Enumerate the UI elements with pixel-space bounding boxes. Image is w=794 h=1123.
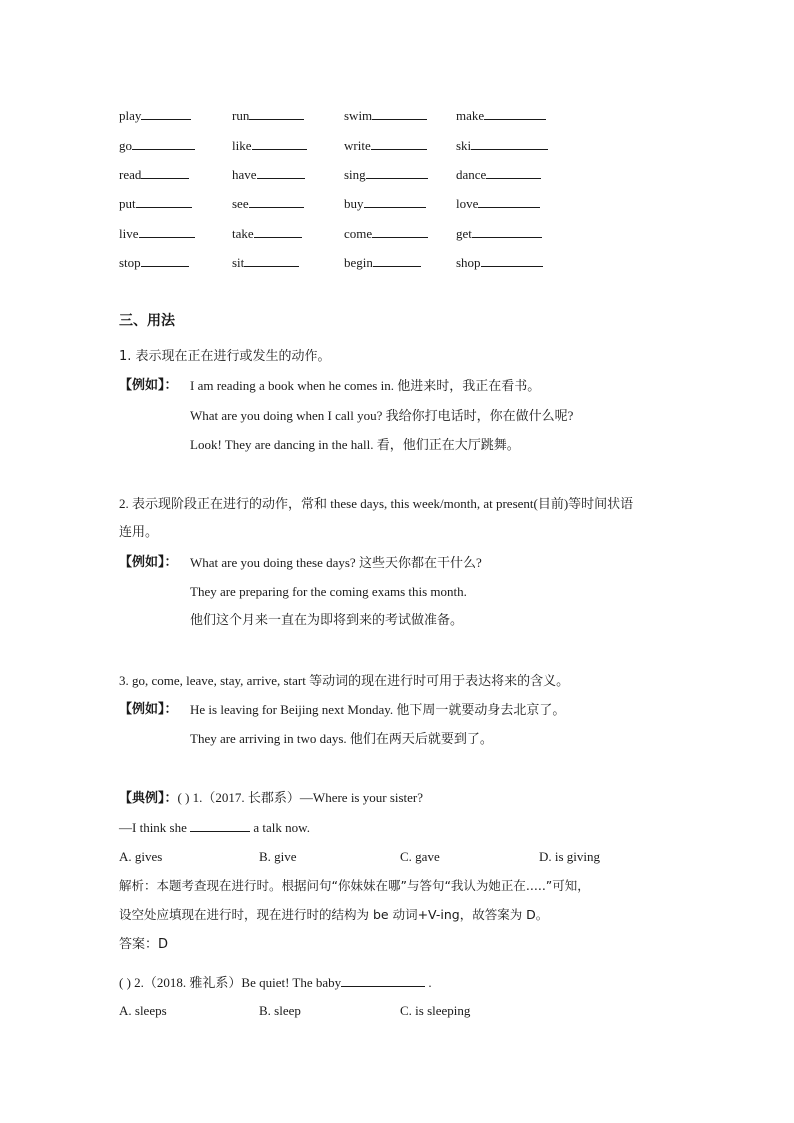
fill-blank[interactable] [481,254,543,267]
example-line: They are preparing for the coming exams this month. [190,584,467,599]
verb-word: live [119,226,139,241]
verb-word: get [456,226,472,241]
option-d[interactable]: D. is giving [539,849,601,864]
verb-word: dance [456,167,487,182]
verb-cell [119,166,189,183]
verb-cell [456,225,542,242]
verb-cell [344,107,427,124]
verb-word: come [344,226,373,241]
verb-word: read [119,167,142,182]
verb-cell [456,195,540,212]
fill-blank[interactable] [257,166,305,179]
example-line: Look! They are dancing in the hall. 看，他们正在大厅跳舞。 [190,437,520,452]
verb-word: stop [119,255,141,270]
fill-blank[interactable] [372,107,427,120]
fill-blank[interactable] [366,166,428,179]
fill-blank[interactable] [136,195,192,208]
example-line: They are arriving in two days. 他们在两天后就要到了。 [190,731,493,746]
fill-blank[interactable] [139,225,195,238]
verb-cell [232,195,304,212]
verb-cell [119,225,195,242]
fill-blank[interactable] [254,225,302,238]
verb-word: sing [344,167,366,182]
fill-blank[interactable] [252,137,307,150]
fill-blank[interactable] [484,107,546,120]
verb-cell [232,225,302,242]
option-b[interactable]: B. give [259,849,297,864]
verb-cell [344,137,427,154]
option-a[interactable]: A. gives [119,849,163,864]
question-2 [119,974,432,991]
verb-cell [456,137,548,154]
verb-word: have [232,167,257,182]
example-line: 他们这个月来一直在为即将到来的考试做准备。 [190,613,464,628]
fill-blank[interactable] [132,137,195,150]
verb-cell [232,254,299,271]
verb-word: make [456,108,485,123]
verb-word: take [232,226,254,241]
verb-cell [344,254,421,271]
verb-word: put [119,196,136,211]
fill-blank[interactable] [472,225,542,238]
usage-heading-cont: 连用。 [119,525,159,540]
option-a[interactable]: A. sleeps [119,1003,167,1018]
verb-word: play [119,108,142,123]
verb-word: buy [344,196,364,211]
option-c[interactable]: C. gave [400,849,440,864]
verb-word: write [344,138,371,153]
usage-heading: 2. 表示现阶段正在进行的动作，常和 these days, this week/month, at present(目前)等时间状语 [119,496,634,511]
question-1-text: —I think she [119,820,187,835]
verb-word: run [232,108,250,123]
example-line: He is leaving for Beijing next Monday. 他下周一就要动身去北京了。 [190,702,566,717]
verb-word: like [232,138,252,153]
fill-blank[interactable] [244,254,299,267]
verb-word: love [456,196,479,211]
section-title: 三、用法 [119,313,175,329]
verb-cell [232,137,307,154]
usage-heading: 3. go, come, leave, stay, arrive, start 等动词的现在进行时可用于表达将来的含义。 [119,673,570,688]
option-c[interactable]: C. is sleeping [400,1003,471,1018]
answer-blank[interactable] [341,974,425,987]
verb-cell [344,166,428,183]
fill-blank[interactable] [373,254,421,267]
verb-cell [344,195,426,212]
example-line: What are you doing when I call you? 我给你打电话时，你在做什么呢? [190,408,574,423]
fill-blank[interactable] [141,254,189,267]
fill-blank[interactable] [249,107,304,120]
typical-label: 【典例】： [119,791,178,806]
example-label: 【例如】： [119,555,178,570]
question-2-stem: ( ) 2.（2018. 雅礼系）Be quiet! The baby [119,975,342,990]
example-line: I am reading a book when he comes in. 他进来时，我正在看书。 [190,378,541,393]
verb-word: see [232,196,249,211]
fill-blank[interactable] [471,137,548,150]
verb-cell [119,254,189,271]
question-2-end: . [428,975,432,990]
analysis-line: 解析：本题考查现在进行时。根据问句“你妹妹在哪”与答句“我认为她正在.....”可知， [119,878,590,893]
verb-cell [456,254,543,271]
verb-word: shop [456,255,481,270]
verb-word: sit [232,255,245,270]
verb-word: begin [344,255,373,270]
fill-blank[interactable] [371,137,427,150]
usage-heading: 1. 表示现在正在进行或发生的动作。 [119,349,331,364]
question-1-stem: ( ) 1.（2017. 长郡系）—Where is your sister? [177,790,424,805]
fill-blank[interactable] [249,195,304,208]
verb-cell [232,166,305,183]
fill-blank[interactable] [364,195,426,208]
analysis-line: 设空处应填现在进行时，现在进行时的结构为 be 动词+V-ing，故答案为 D。 [119,907,549,922]
question-1-text: a talk now. [253,820,310,835]
answer-blank[interactable] [190,819,250,832]
verb-cell [119,107,191,124]
verb-cell [119,137,195,154]
option-b[interactable]: B. sleep [259,1003,301,1018]
verb-cell [456,166,541,183]
fill-blank[interactable] [141,166,189,179]
verb-word: ski [456,138,472,153]
fill-blank[interactable] [486,166,541,179]
verb-word: go [119,138,132,153]
verb-cell [456,107,546,124]
verb-cell [232,107,304,124]
example-label: 【例如】： [119,702,178,717]
answer-line: 答案：D [119,937,169,952]
verb-cell [119,195,192,212]
fill-blank[interactable] [372,225,428,238]
question-1 [119,790,423,807]
question-1-line2 [119,819,310,836]
fill-blank[interactable] [478,195,540,208]
example-line: What are you doing these days? 这些天你都在干什么? [190,555,482,570]
verb-word: swim [344,108,373,123]
fill-blank[interactable] [141,107,191,120]
example-label: 【例如】： [119,378,178,393]
verb-cell [344,225,428,242]
